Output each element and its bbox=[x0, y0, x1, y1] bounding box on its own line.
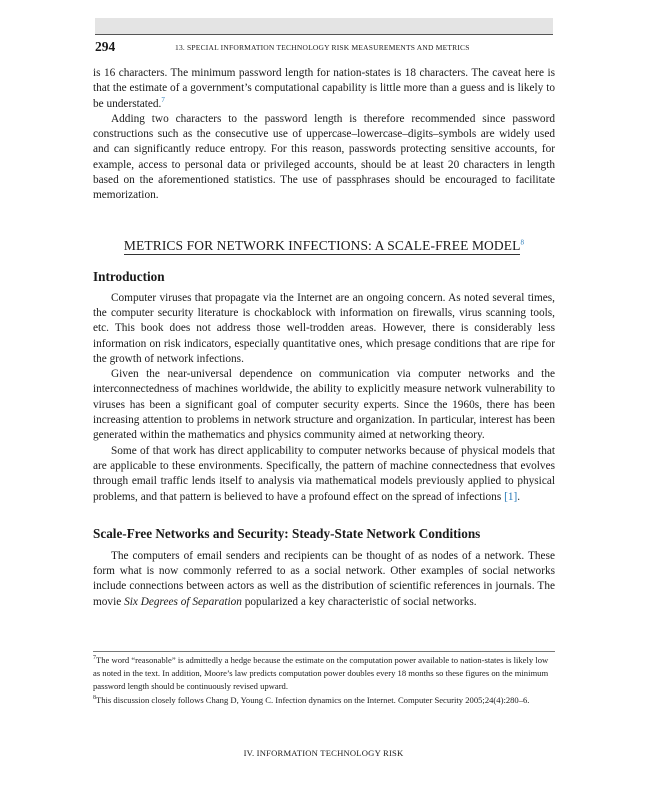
paragraph-6 bbox=[93, 549, 555, 610]
footnote-8-text: This discussion closely follows Chang D, Young C. Infection dynamics on the Internet. Computer Security 2005;24(4):280–6. bbox=[96, 694, 530, 705]
subsection-introduction: Introduction bbox=[93, 268, 165, 284]
movie-title: Six Degrees of Separation bbox=[124, 595, 242, 608]
paragraph-6-text-a: The computers of email senders and recipients can be thought of as nodes of a network. These form what is now commonly referred to as a social network. Other examples of social networks include connections between actors as well as the distribution of scientific references in journals. The movie bbox=[93, 549, 555, 608]
section-title: METRICS FOR NETWORK INFECTIONS: A SCALE-FREE MODEL bbox=[123, 237, 521, 253]
footnote-7-text: The word “reasonable” is admittedly a hedge because the estimate on the computation power available to nation-states is likely low as noted in the text. In addition, Moore’s law predicts computation power doubles every 18 months so these figures on the minimum password length should be continuously revised upward. bbox=[93, 655, 549, 692]
paragraph-2: Adding two characters to the password length is therefore recommended since password constructions such as the consecutive use of uppercase–lowercase–digits–symbols are widely used and can significantly reduce entropy. For this reason, passwords protecting sensitive accounts, for example, access to personal data or privileged accounts, should be at least 20 characters in length based on the aforementioned statistics. The use of passphrases should be encouraged to facilitate memorization. bbox=[93, 112, 555, 202]
paragraph-1-text: is 16 characters. The minimum password length for nation-states is 18 characters. The caveat here is that the estimate of a government’s computational capability is little more than a guess and is likely to be understated. bbox=[93, 67, 555, 110]
footnote-8 bbox=[93, 694, 555, 707]
page-header bbox=[95, 34, 553, 54]
paragraph-3: Computer viruses that propagate via the Internet are an ongoing concern. As noted several times, the computer security literature is chockablock with information on firewalls, virus scanning tools, etc. This book does not address those well-trodden areas. However, there is considerably less information on risk indicators, especially quantitative ones, which presage conditions that are ripe for the growth of network infections. bbox=[93, 291, 555, 365]
footnote-ref-8[interactable]: 8 bbox=[520, 238, 525, 247]
page-body bbox=[93, 66, 555, 610]
section-heading bbox=[93, 237, 555, 255]
paragraph-1 bbox=[93, 66, 555, 112]
citation-link-1[interactable]: [1] bbox=[504, 490, 518, 503]
running-head: 13. SPECIAL INFORMATION TECHNOLOGY RISK MEASUREMENTS AND METRICS bbox=[175, 43, 470, 52]
footnotes bbox=[93, 651, 555, 707]
paragraph-5 bbox=[93, 444, 555, 505]
footnote-7-mark: 7 bbox=[93, 655, 96, 662]
footnote-8-mark: 8 bbox=[93, 694, 96, 701]
page-number: 294 bbox=[95, 39, 116, 54]
paragraph-6-text-b: popularized a key characteristic of social networks. bbox=[241, 595, 477, 608]
paragraph-4: Given the near-universal dependence on communication via computer networks and the interconnectedness of machines worldwide, the ability to explicitly measure network vulnerability to viruses has been a significant goal of computer security experts. Since the 1960s, there has been increasing attention to problems in network structure and organization. In particular, interest has been generated within the mathematics and physics community aimed at networking theory. bbox=[93, 368, 555, 442]
paragraph-5-text: Some of that work has direct applicability to computer networks because of physical models that are applicable to these environments. Specifically, the pattern of machine connectedness that evolves through email traffic lends itself to analysis via mathematical models previously applied to physical problems, and that pattern is believed to have a profound effect on the spread of infections bbox=[93, 444, 555, 503]
page-footer: IV. INFORMATION TECHNOLOGY RISK bbox=[243, 748, 404, 758]
paragraph-5-end: . bbox=[517, 490, 521, 503]
footnote-7 bbox=[93, 654, 555, 694]
subsection-scale-free: Scale-Free Networks and Security: Steady-State Network Conditions bbox=[93, 525, 481, 541]
footnote-ref-7[interactable]: 7 bbox=[161, 95, 165, 104]
header-band bbox=[95, 18, 553, 34]
